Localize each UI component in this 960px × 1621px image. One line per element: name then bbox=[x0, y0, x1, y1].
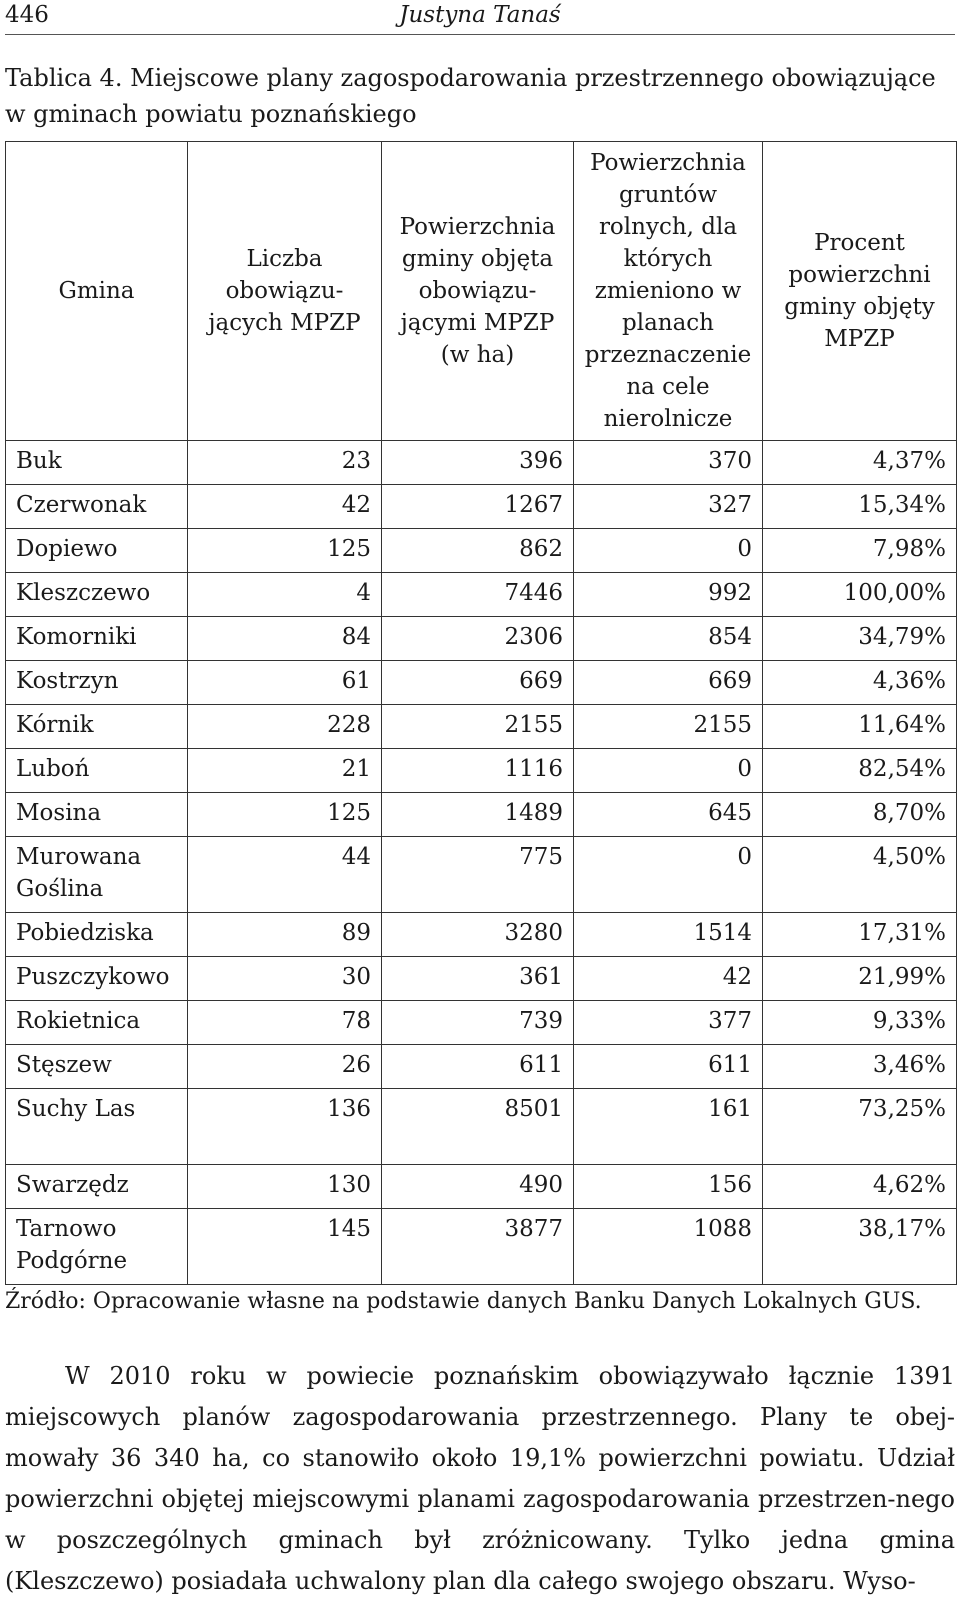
table-header-row bbox=[6, 142, 957, 441]
cell-gmina: Stęszew bbox=[6, 1045, 188, 1089]
cell-liczba: 21 bbox=[188, 749, 382, 793]
cell-gmina: Mosina bbox=[6, 793, 188, 837]
header-liczba-mpzp: Liczba obowiązu-jących MPZP bbox=[188, 142, 382, 441]
cell-grunty: 2155 bbox=[574, 705, 763, 749]
cell-gmina: Puszczykowo bbox=[6, 957, 188, 1001]
table-row bbox=[6, 529, 957, 573]
cell-procent: 4,62% bbox=[763, 1165, 957, 1209]
cell-powierzchnia: 361 bbox=[382, 957, 574, 1001]
cell-grunty: 377 bbox=[574, 1001, 763, 1045]
table-row bbox=[6, 1089, 957, 1165]
cell-liczba: 23 bbox=[188, 441, 382, 485]
cell-liczba: 4 bbox=[188, 573, 382, 617]
cell-procent: 15,34% bbox=[763, 485, 957, 529]
table-row bbox=[6, 793, 957, 837]
table-row bbox=[6, 485, 957, 529]
cell-liczba: 136 bbox=[188, 1089, 382, 1165]
table-row bbox=[6, 441, 957, 485]
table-row bbox=[6, 749, 957, 793]
cell-powierzchnia: 1489 bbox=[382, 793, 574, 837]
cell-gmina: Czerwonak bbox=[6, 485, 188, 529]
cell-procent: 73,25% bbox=[763, 1089, 957, 1165]
table-row bbox=[6, 1165, 957, 1209]
cell-liczba: 125 bbox=[188, 793, 382, 837]
cell-gmina: Tarnowo Podgórne bbox=[6, 1209, 188, 1285]
cell-grunty: 327 bbox=[574, 485, 763, 529]
cell-procent: 4,37% bbox=[763, 441, 957, 485]
table-body bbox=[6, 441, 957, 1285]
cell-gmina: Buk bbox=[6, 441, 188, 485]
table-row bbox=[6, 1045, 957, 1089]
cell-procent: 100,00% bbox=[763, 573, 957, 617]
cell-powierzchnia: 8501 bbox=[382, 1089, 574, 1165]
cell-grunty: 992 bbox=[574, 573, 763, 617]
mpzp-table bbox=[5, 141, 957, 1285]
cell-procent: 34,79% bbox=[763, 617, 957, 661]
page-number: 446 bbox=[5, 2, 49, 28]
cell-grunty: 0 bbox=[574, 837, 763, 913]
cell-powierzchnia: 669 bbox=[382, 661, 574, 705]
cell-gmina: Rokietnica bbox=[6, 1001, 188, 1045]
cell-procent: 3,46% bbox=[763, 1045, 957, 1089]
cell-powierzchnia: 775 bbox=[382, 837, 574, 913]
cell-procent: 4,36% bbox=[763, 661, 957, 705]
cell-liczba: 228 bbox=[188, 705, 382, 749]
cell-grunty: 42 bbox=[574, 957, 763, 1001]
cell-gmina: Suchy Las bbox=[6, 1089, 188, 1165]
cell-powierzchnia: 1116 bbox=[382, 749, 574, 793]
cell-liczba: 130 bbox=[188, 1165, 382, 1209]
cell-liczba: 145 bbox=[188, 1209, 382, 1285]
cell-liczba: 42 bbox=[188, 485, 382, 529]
cell-gmina: Swarzędz bbox=[6, 1165, 188, 1209]
table-row bbox=[6, 705, 957, 749]
cell-gmina: Kostrzyn bbox=[6, 661, 188, 705]
cell-grunty: 645 bbox=[574, 793, 763, 837]
table-row bbox=[6, 1209, 957, 1285]
table-source-note: Źródło: Opracowanie własne na podstawie danych Banku Danych Lokalnych GUS. bbox=[5, 1289, 922, 1314]
cell-powierzchnia: 611 bbox=[382, 1045, 574, 1089]
table-row bbox=[6, 573, 957, 617]
cell-liczba: 26 bbox=[188, 1045, 382, 1089]
cell-powierzchnia: 2155 bbox=[382, 705, 574, 749]
table-row bbox=[6, 913, 957, 957]
table-row bbox=[6, 957, 957, 1001]
cell-powierzchnia: 2306 bbox=[382, 617, 574, 661]
cell-grunty: 854 bbox=[574, 617, 763, 661]
cell-powierzchnia: 396 bbox=[382, 441, 574, 485]
cell-procent: 82,54% bbox=[763, 749, 957, 793]
header-grunty-rolne: Powierzchnia gruntów rolnych, dla których zmieniono w planach przeznaczenie na cele nierolnicze bbox=[574, 142, 763, 441]
cell-gmina: Murowana Goślina bbox=[6, 837, 188, 913]
cell-powierzchnia: 490 bbox=[382, 1165, 574, 1209]
cell-procent: 11,64% bbox=[763, 705, 957, 749]
cell-gmina: Kórnik bbox=[6, 705, 188, 749]
cell-grunty: 161 bbox=[574, 1089, 763, 1165]
cell-procent: 9,33% bbox=[763, 1001, 957, 1045]
cell-powierzchnia: 739 bbox=[382, 1001, 574, 1045]
table-caption: Tablica 4. Miejscowe plany zagospodarowania przestrzennego obowiązujące w gminach powiatu poznańskiego bbox=[5, 64, 936, 128]
cell-gmina: Dopiewo bbox=[6, 529, 188, 573]
cell-procent: 4,50% bbox=[763, 837, 957, 913]
table-row bbox=[6, 1001, 957, 1045]
cell-grunty: 1088 bbox=[574, 1209, 763, 1285]
cell-gmina: Pobiedziska bbox=[6, 913, 188, 957]
body-paragraph: W 2010 roku w powiecie poznańskim obowiązywało łącznie 1391 miejscowych planów zagospodarowania przestrzennego. Plany te obej-mowały 36 340 ha, co stanowiło około 19,1% powierzchni powiatu. Udział powierzchni objętej miejscowymi planami zagospodarowania przestrzen-nego w poszczególnych gminach był zróżnicowany. Tylko jedna gmina (Kleszczewo) posiadała uchwalony plan dla całego swojego obszaru. Wyso- bbox=[5, 1362, 955, 1595]
cell-procent: 7,98% bbox=[763, 529, 957, 573]
cell-grunty: 156 bbox=[574, 1165, 763, 1209]
table-row bbox=[6, 837, 957, 913]
cell-liczba: 61 bbox=[188, 661, 382, 705]
cell-procent: 38,17% bbox=[763, 1209, 957, 1285]
cell-procent: 21,99% bbox=[763, 957, 957, 1001]
cell-procent: 8,70% bbox=[763, 793, 957, 837]
cell-powierzchnia: 862 bbox=[382, 529, 574, 573]
cell-gmina: Kleszczewo bbox=[6, 573, 188, 617]
cell-grunty: 1514 bbox=[574, 913, 763, 957]
cell-gmina: Komorniki bbox=[6, 617, 188, 661]
running-head bbox=[5, 0, 955, 35]
cell-procent: 17,31% bbox=[763, 913, 957, 957]
cell-liczba: 44 bbox=[188, 837, 382, 913]
cell-gmina: Luboń bbox=[6, 749, 188, 793]
cell-powierzchnia: 1267 bbox=[382, 485, 574, 529]
cell-grunty: 370 bbox=[574, 441, 763, 485]
table-row bbox=[6, 617, 957, 661]
cell-liczba: 125 bbox=[188, 529, 382, 573]
cell-grunty: 0 bbox=[574, 529, 763, 573]
cell-liczba: 30 bbox=[188, 957, 382, 1001]
header-powierzchnia-mpzp: Powierzchnia gminy objęta obowiązu-jącymi MPZP (w ha) bbox=[382, 142, 574, 441]
cell-powierzchnia: 3280 bbox=[382, 913, 574, 957]
cell-grunty: 669 bbox=[574, 661, 763, 705]
table-row bbox=[6, 661, 957, 705]
cell-powierzchnia: 7446 bbox=[382, 573, 574, 617]
cell-grunty: 0 bbox=[574, 749, 763, 793]
cell-liczba: 78 bbox=[188, 1001, 382, 1045]
cell-grunty: 611 bbox=[574, 1045, 763, 1089]
cell-liczba: 84 bbox=[188, 617, 382, 661]
header-gmina: Gmina bbox=[6, 142, 188, 441]
header-procent-powierzchni: Procent powierzchni gminy objęty MPZP bbox=[763, 142, 957, 441]
running-head-author: Justyna Tanaś bbox=[399, 2, 561, 28]
cell-liczba: 89 bbox=[188, 913, 382, 957]
cell-powierzchnia: 3877 bbox=[382, 1209, 574, 1285]
